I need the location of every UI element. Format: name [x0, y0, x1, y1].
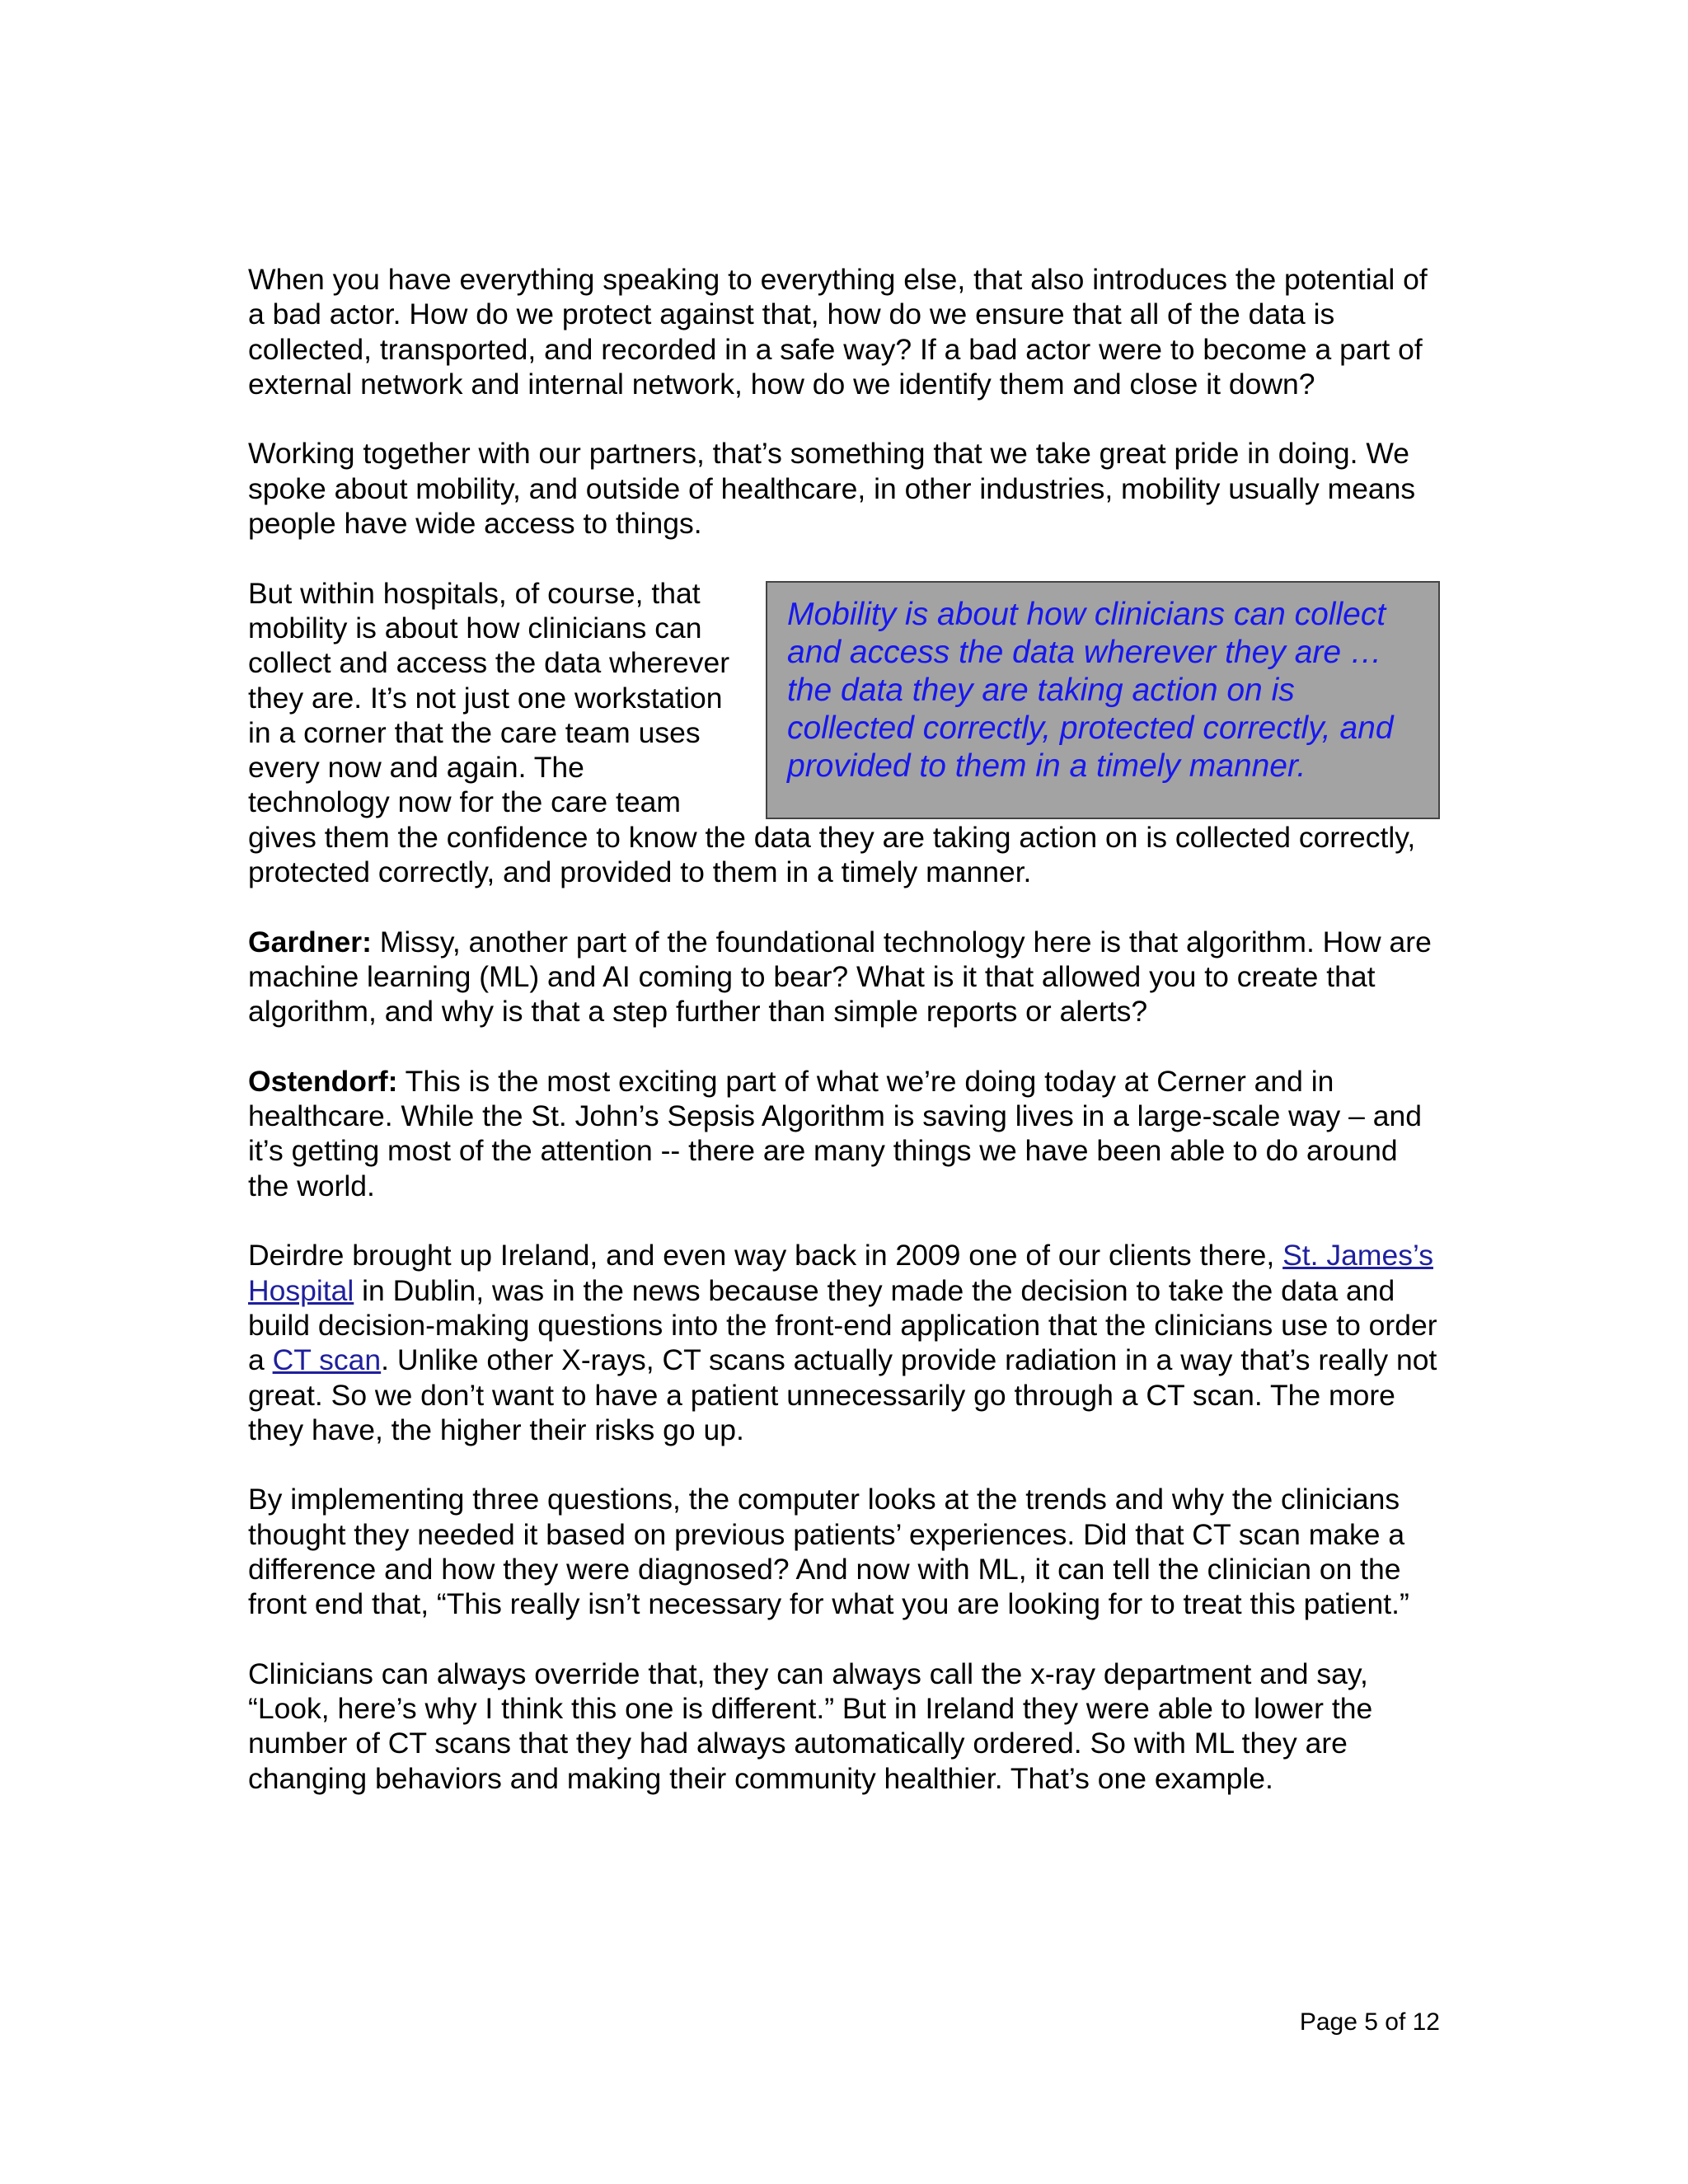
gardner-question-text: Missy, another part of the foundational technology here is that algorithm. How are machine learning (ML) and AI coming to bear? What is it that allowed you to create that algorithm, and why is that a step further than simple reports or alerts?	[248, 925, 1432, 1029]
paragraph-ireland-example	[248, 1238, 1440, 1447]
ireland-text-part-1: Deirdre brought up Ireland, and even way back in 2009 one of our clients there,	[248, 1239, 1283, 1272]
paragraph-bad-actor: When you have everything speaking to everything else, that also introduces the potential of a bad actor. How do we protect against that, how do we ensure that all of the data is collected, transported, and recorded in a safe way? If a bad actor were to become a part of external network and internal network, how do we identify them and close it down?	[248, 263, 1428, 401]
st-james-hospital-link[interactable]: St. James’s Hospital	[248, 1239, 1433, 1307]
paragraph-partners-mobility: Working together with our partners, that’s something that we take great pride in doing. We spoke about mobility, and outside of healthcare, in other industries, mobility usually means people have wide access to things.	[248, 437, 1416, 541]
ct-scan-link[interactable]: CT scan	[272, 1343, 382, 1377]
paragraph-clinician-override: Clinicians can always override that, they can always call the x-ray department and say, “Look, here’s why I think this one is different.” But in Ireland they were able to lower the number of CT scans that they had always automatically ordered. So with ML they are changing behaviors and making their community healthier. That’s one example.	[248, 1657, 1373, 1795]
paragraph-gardner-question	[248, 925, 1440, 1029]
document-body	[248, 262, 1440, 1830]
paragraph-ostendorf-answer	[248, 1064, 1440, 1203]
page-number: Page 5 of 12	[1299, 2008, 1440, 2036]
paragraph-hospital-mobility-text: But within hospitals, of course, that mobility is about how clinicians can collect and access the data wherever they are. It’s not just one workstation in a corner that the care team uses every now and again. The technology now for the care team gives them the confidence to know the data they are taking action on is collected correctly, protected correctly, and provided to them in a timely manner.	[248, 576, 1416, 889]
ireland-text-part-3: . Unlike other X-rays, CT scans actually provide radiation in a way that’s really not great. So we don’t want to have a patient unnecessarily go through a CT scan. The more they have, the higher their risks go up.	[248, 1343, 1437, 1446]
paragraph-three-questions: By implementing three questions, the computer looks at the trends and why the clinicians thought they needed it based on previous patients’ experiences. Did that CT scan make a difference and how they were diagnosed? And now with ML, it can tell the clinician on the front end that, “This really isn’t necessary for what you are looking for to treat this patient.”	[248, 1483, 1409, 1621]
paragraph-hospital-mobility	[248, 576, 1440, 890]
ostendorf-answer-text: This is the most exciting part of what we’re doing today at Cerner and in healthcare. While the St. John’s Sepsis Algorithm is saving lives in a large-scale way – and it’s getting most of the attention -- there are many things we have been able to do around the world.	[248, 1064, 1423, 1202]
speaker-name-gardner: Gardner:	[248, 925, 372, 958]
pull-quote: Mobility is about how clinicians can collect and access the data wherever they are … the data they are taking action on is collected correctly, protected correctly, and provided to them in a timely manner.	[766, 581, 1440, 819]
ireland-text-part-2: in Dublin, was in the news because they made the decision to take the data and build decision-making questions into the front-end application that the clinicians use to order a	[248, 1273, 1437, 1377]
speaker-name-ostendorf: Ostendorf:	[248, 1064, 398, 1098]
